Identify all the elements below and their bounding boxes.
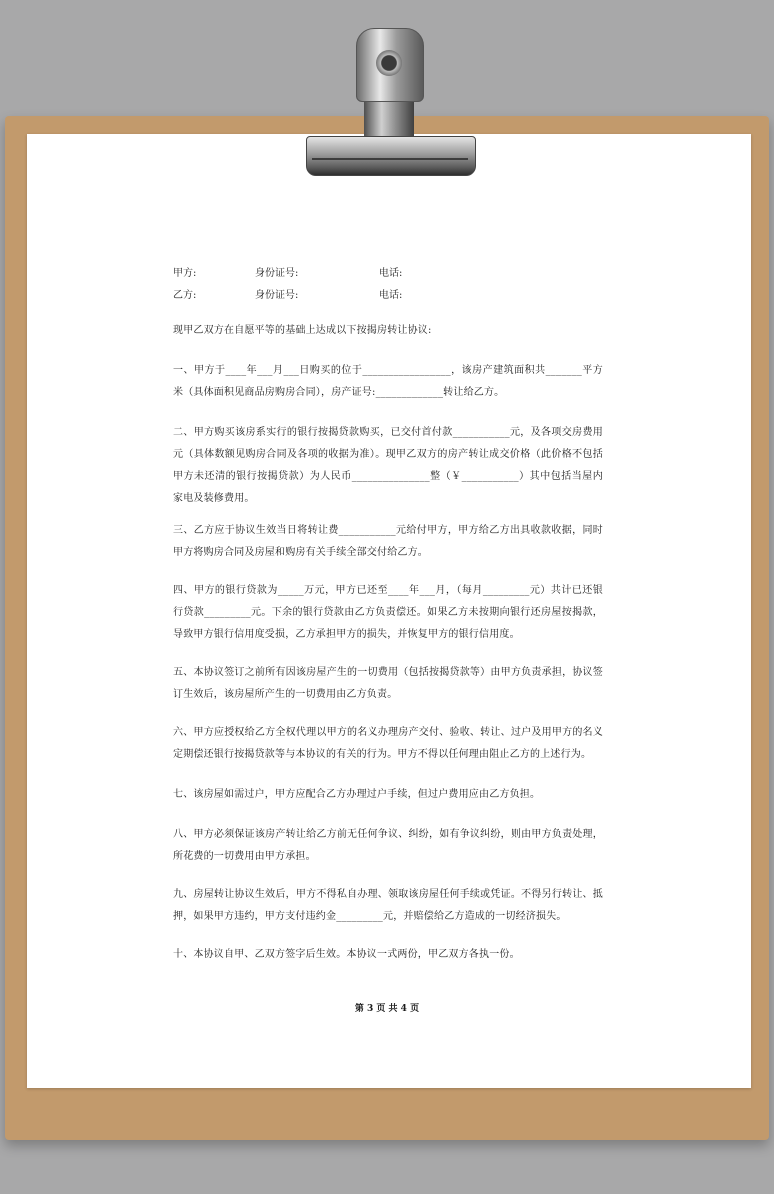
clause-9: 九、房屋转让协议生效后，甲方不得私自办理、领取该房屋任何手续或凭证。不得另行转让、抵押，如果甲方违约，甲方支付违约金_________元，并赔偿给乙方造成的一切经济损失。 — [173, 889, 603, 922]
clause-4: 四、甲方的银行贷款为_____万元，甲方已还至____年___月，（每月_________元）共计已还银行贷款_________元。下余的银行贷款由乙方负责偿还。如果乙方未按期向银行还房屋按揭款，导致甲方银行信用度受损，乙方承担甲方的损失，并恢复甲方的银行信用度。 — [173, 585, 603, 640]
page-number: 第 3 页 共 4 页 — [354, 1004, 420, 1014]
clause-10: 十、本协议自甲、乙双方签字后生效。本协议一式两份，甲乙双方各执一份。 — [173, 949, 520, 960]
clause-5: 五、本协议签订之前所有因该房屋产生的一切费用（包括按揭贷款等）由甲方负责承担，协议签订生效后，该房屋所产生的一切费用由乙方负责。 — [173, 667, 603, 700]
binder-clip-edge — [312, 158, 468, 160]
binder-clip-base — [306, 136, 476, 176]
party-a-id-label: 身份证号: — [255, 268, 299, 279]
clause-7: 七、该房屋如需过户，甲方应配合乙方办理过户手续，但过户费用应由乙方负担。 — [173, 789, 541, 800]
clause-1: 一、甲方于____年___月___日购买的位于_________________，该房产建筑面积共_______平方米（具体面积见商品房购房合同），房产证号:_____________转让给乙方。 — [173, 365, 603, 398]
party-a-label: 甲方: — [173, 268, 197, 279]
party-b-label: 乙方: — [173, 290, 197, 301]
clause-2: 二、甲方购买该房系实行的银行按揭贷款购买，已交付首付款___________元，及各项交房费用元（具体数额见购房合同及各项的收据为准）。现甲乙双方的房产转让成交价格（此价格不包括甲方未还清的银行按揭贷款）为人民币_______________整（￥___________）其中包括当屋内家电及装修费用。 — [173, 427, 603, 504]
clause-8: 八、甲方必须保证该房产转让给乙方前无任何争议、纠纷，如有争议纠纷，则由甲方负责处理，所花费的一切费用由甲方承担。 — [173, 829, 603, 862]
clause-6: 六、甲方应授权给乙方全权代理以甲方的名义办理房产交付、验收、转让、过户及用甲方的名义定期偿还银行按揭贷款等与本协议的有关的行为。甲方不得以任何理由阻止乙方的上述行为。 — [173, 727, 603, 760]
binder-clip-hole — [376, 50, 402, 76]
party-b-id-label: 身份证号: — [255, 290, 299, 301]
intro-paragraph: 现甲乙双方在自愿平等的基础上达成以下按揭房转让协议: — [173, 325, 432, 336]
party-a-phone-label: 电话: — [379, 268, 403, 279]
clause-3: 三、乙方应于协议生效当日将转让费___________元给付甲方，甲方给乙方出具收款收据，同时甲方将购房合同及房屋和购房有关手续全部交付给乙方。 — [173, 525, 603, 558]
party-b-phone-label: 电话: — [379, 290, 403, 301]
